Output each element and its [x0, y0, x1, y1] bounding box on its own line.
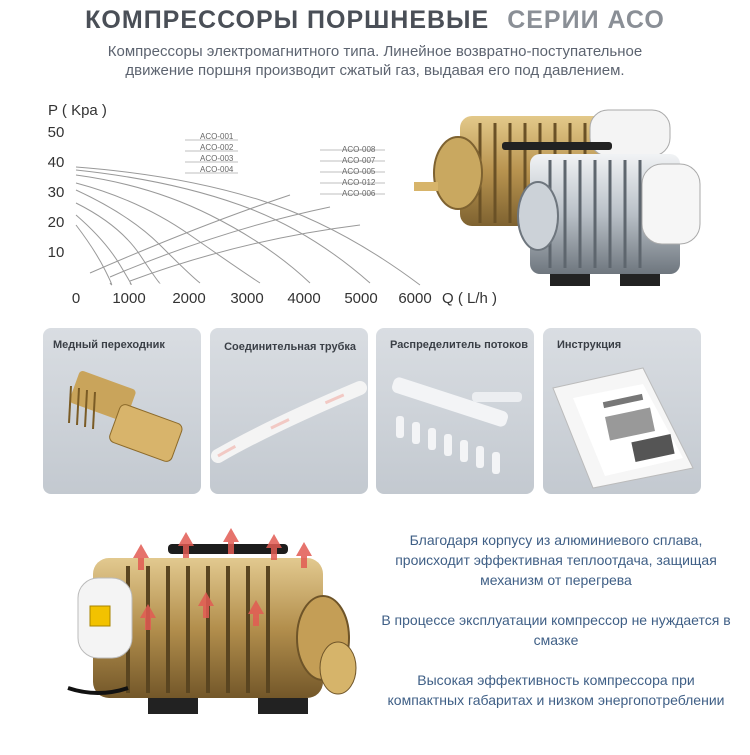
legend-item: ACO-001	[200, 132, 234, 141]
subtitle-line-1: Компрессоры электромагнитного типа. Линейное возвратно-поступательное	[107, 43, 643, 60]
legend-item: ACO-005	[342, 167, 376, 176]
accessory-card-brass-adapter	[43, 328, 201, 494]
accessory-label: Инструкция	[557, 339, 622, 351]
x-tick: 6000	[398, 290, 432, 307]
y-tick: 20	[47, 214, 65, 231]
legend-item: ACO-008	[342, 145, 376, 154]
y-tick: 10	[47, 244, 65, 261]
accessory-label: Медный переходник	[53, 339, 165, 351]
x-tick: 3000	[230, 290, 264, 307]
y-tick: 30	[47, 184, 65, 201]
compressor-photo	[410, 98, 710, 308]
legend-item: ACO-012	[342, 178, 376, 187]
title-series: СЕРИИ АСО	[507, 6, 665, 34]
feature-item: Благодаря корпусу из алюминиевого сплава, происходит эффективная теплоотдача, защищая механизм от перегрева	[395, 532, 717, 588]
x-tick: 4000	[287, 290, 321, 307]
accessory-card-manifold	[376, 328, 534, 494]
compressor-heat-photo	[38, 518, 358, 750]
x-tick: 0	[71, 290, 81, 307]
accessory-card-tube	[210, 328, 368, 494]
x-axis-label: Q ( L/h )	[442, 290, 498, 307]
y-axis-label: P ( Kpa )	[48, 102, 107, 119]
y-tick: 50	[47, 124, 65, 141]
accessory-label: Соединительная трубка	[224, 341, 356, 353]
feature-item: В процессе эксплуатации компрессор не нуждается в смазке	[381, 612, 731, 648]
feature-item: Высокая эффективность компрессора при компактных габаритах и низком энергопотреблении	[387, 672, 725, 708]
legend-item: ACO-003	[200, 154, 234, 163]
x-tick: 5000	[344, 290, 378, 307]
features-list	[378, 530, 734, 730]
legend-item: ACO-002	[200, 143, 234, 152]
subtitle-line-2: движение поршня производит сжатый газ, выдавая его под давлением.	[125, 62, 625, 79]
legend-item: ACO-004	[200, 165, 234, 174]
performance-graph	[30, 95, 498, 315]
accessory-card-manual	[543, 328, 701, 494]
page-title	[0, 6, 750, 35]
y-tick: 40	[47, 154, 65, 171]
legend-item: ACO-006	[342, 189, 376, 198]
subtitle	[30, 42, 720, 80]
x-tick: 2000	[172, 290, 206, 307]
title-main: КОМПРЕССОРЫ ПОРШНЕВЫЕ	[85, 6, 490, 34]
accessory-label: Распределитель потоков	[390, 339, 528, 351]
x-tick: 1000	[112, 290, 146, 307]
legend-item: ACO-007	[342, 156, 376, 165]
